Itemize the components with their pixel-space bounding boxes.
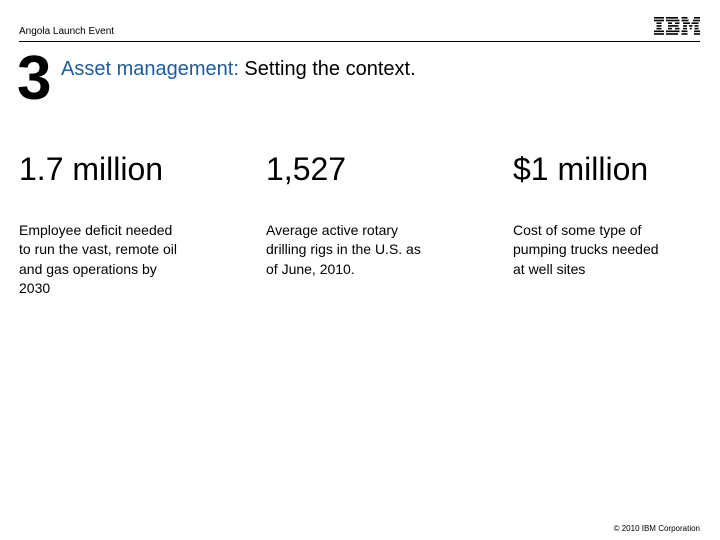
copyright-footer: © 2010 IBM Corporation — [613, 524, 700, 533]
section-title-accent: Asset management: — [61, 58, 239, 80]
header-divider — [19, 41, 700, 42]
stat-figure-employee-deficit: 1.7 million — [19, 151, 164, 187]
section-title — [61, 57, 416, 81]
stat-description-employee-deficit: Employee deficit needed to run the vast, remote oil and gas operations by 2030 — [19, 222, 177, 297]
event-title: Angola Launch Event — [19, 26, 115, 37]
stat-description-drilling-rigs: Average active rotary drilling rigs in the U.S. as of June, 2010. — [266, 222, 421, 277]
stat-figure-pumping-trucks: $1 million — [513, 151, 649, 187]
stat-figure-drilling-rigs: 1,527 — [266, 151, 347, 187]
ibm-logo — [654, 17, 700, 36]
stat-description-pumping-trucks: Cost of some type of pumping trucks needed at well sites — [513, 222, 659, 277]
section-number: 3 — [17, 44, 52, 113]
section-title-rest: Setting the context. — [238, 58, 416, 80]
